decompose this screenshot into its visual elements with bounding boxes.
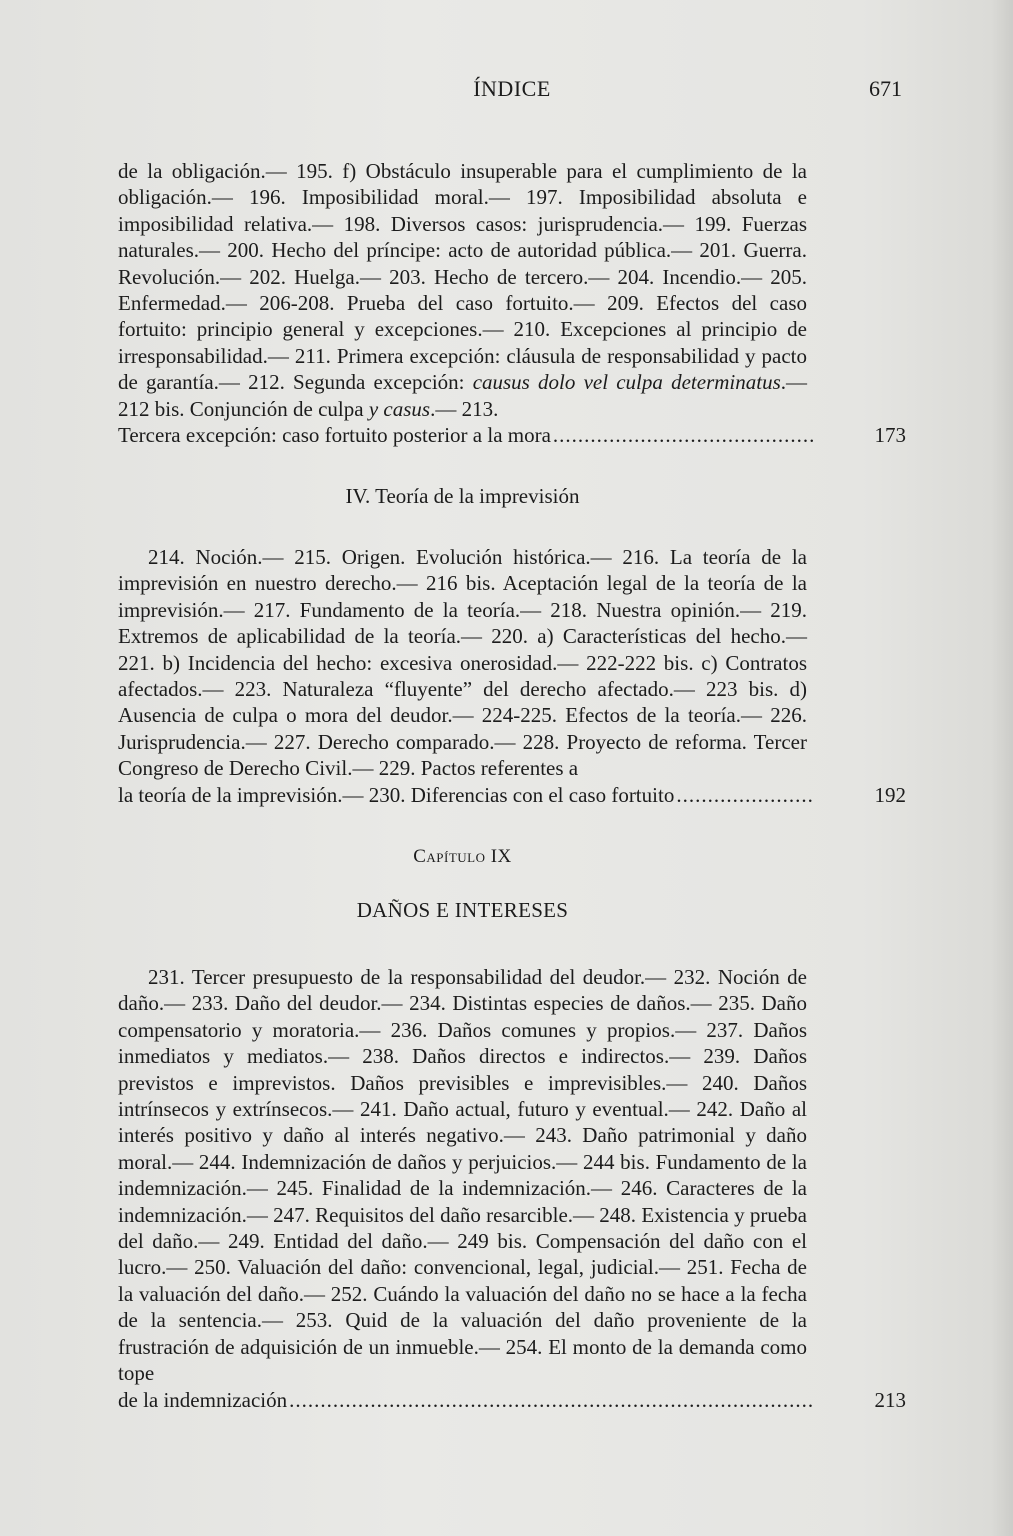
page-edge-shadow [991, 0, 1013, 1536]
index-entry-block [118, 964, 906, 1413]
leader-dots [289, 1387, 814, 1413]
entry-text-body: 214. Noción.— 215. Origen. Evolución histórica.— 216. La teoría de la imprevisión en nuestro derecho.— 216 bis. Aceptación legal de la teoría de la imprevisión.— 217. Fundamento de la teoría.— 218. Nuestra opinión.— 219. Extremos de aplicabilidad de la teoría.— 220. a) Características del hecho.— 221. b) Incidencia del hecho: excesiva onerosidad.— 222-222 bis. c) Contratos afectados.— 223. Naturaleza “fluyente” del derecho afectado.— 223 bis. d) Ausencia de culpa o mora del deudor.— 224-225. Efectos de la teoría.— 226. Jurisprudencia.— 227. Derecho comparado.— 228. Proyecto de reforma. Tercer Congreso de Derecho Civil.— 229. Pactos referentes a [118, 545, 807, 781]
chapter-label-text: Capítulo IX [413, 846, 512, 867]
entry-last-line-text: de la indemnización [118, 1387, 288, 1412]
section-heading: IV. Teoría de la imprevisión [345, 484, 580, 508]
entry-page-number: 192 [874, 782, 906, 807]
page-number: 671 [869, 76, 902, 101]
entry-last-line-text: la teoría de la imprevisión.— 230. Diferencias con el caso fortuito [118, 782, 675, 807]
entry-last-line [118, 1387, 906, 1413]
chapter-title: DAÑOS E INTERESES [356, 898, 569, 922]
entry-text-body-3: .— 213. [430, 396, 499, 421]
entry-last-line-text: Tercera excepción: caso fortuito posterior a la mora [118, 423, 551, 448]
leader-dots [676, 782, 814, 808]
leader-dots [553, 422, 814, 448]
entry-text-body-2: .— 212 bis. Conjunción de culpa [118, 370, 807, 421]
entry-page-number: 173 [874, 423, 906, 448]
section-heading-block [118, 484, 807, 509]
entry-page-number: 213 [874, 1387, 906, 1412]
entry-last-line [118, 422, 906, 448]
entry-text [118, 964, 807, 1387]
entry-text [118, 544, 807, 782]
chapter-label-block [118, 846, 807, 868]
index-entry-block [118, 158, 906, 448]
entry-text [118, 158, 807, 422]
entry-text-italic: causus dolo vel culpa determinatus [472, 370, 781, 395]
entry-text-italic-2: y casus [368, 396, 431, 421]
index-entry-block [118, 544, 906, 808]
chapter-title-block [118, 898, 807, 923]
running-title: ÍNDICE [473, 76, 551, 101]
page-header [118, 72, 906, 108]
chapter-label [118, 846, 807, 868]
entry-text-body: de la obligación.— 195. f) Obstáculo insuperable para el cumplimiento de la obligación.— 196. Imposibilidad moral.— 197. Imposibilidad absoluta e imposibilidad relativa.— 198. Diversos casos: jurisprudencia.— 199. Fuerzas naturales.— 200. Hecho del príncipe: acto de autoridad pública.— 201. Guerra. Revolución.— 202. Huelga.— 203. Hecho de tercero.— 204. Incendio.— 205. Enfermedad.— 206-208. Prueba del caso fortuito.— 209. Efectos del caso fortuito: principio general y excepciones.— 210. Excepciones al principio de irresponsabilidad.— 211. Primera excepción: cláusula de responsabilidad y pacto de garantía.— 212. Segunda excepción: [118, 159, 807, 395]
entry-last-line [118, 782, 906, 808]
entry-text-body: 231. Tercer presupuesto de la responsabilidad del deudor.— 232. Noción de daño.— 233. Daño del deudor.— 234. Distintas especies de daños.— 235. Daño compensatorio y moratoria.— 236. Daños comunes y propios.— 237. Daños inmediatos y mediatos.— 238. Daños directos e indirectos.— 239. Daños previstos e imprevistos. Daños previsibles e imprevisibles.— 240. Daños intrínsecos y extrínsecos.— 241. Daño actual, futuro y eventual.— 242. Daño al interés positivo y daño al interés negativo.— 243. Daño patrimonial y daño moral.— 244. Indemnización de daños y perjuicios.— 244 bis. Fundamento de la indemnización.— 245. Finalidad de la indemnización.— 246. Caracteres de la indemnización.— 247. Requisitos del daño resarcible.— 248. Existencia y prueba del daño.— 249. Entidad del daño.— 249 bis. Compensación del daño con el lucro.— 250. Valuación del daño: convencional, legal, judicial.— 251. Fecha de la valuación del daño.— 252. Cuándo la valuación del daño no se hace a la fecha de la sentencia.— 253. Quid de la valuación del daño proveniente de la frustración de adquisición de un inmueble.— 254. El monto de la demanda como tope [118, 965, 807, 1386]
